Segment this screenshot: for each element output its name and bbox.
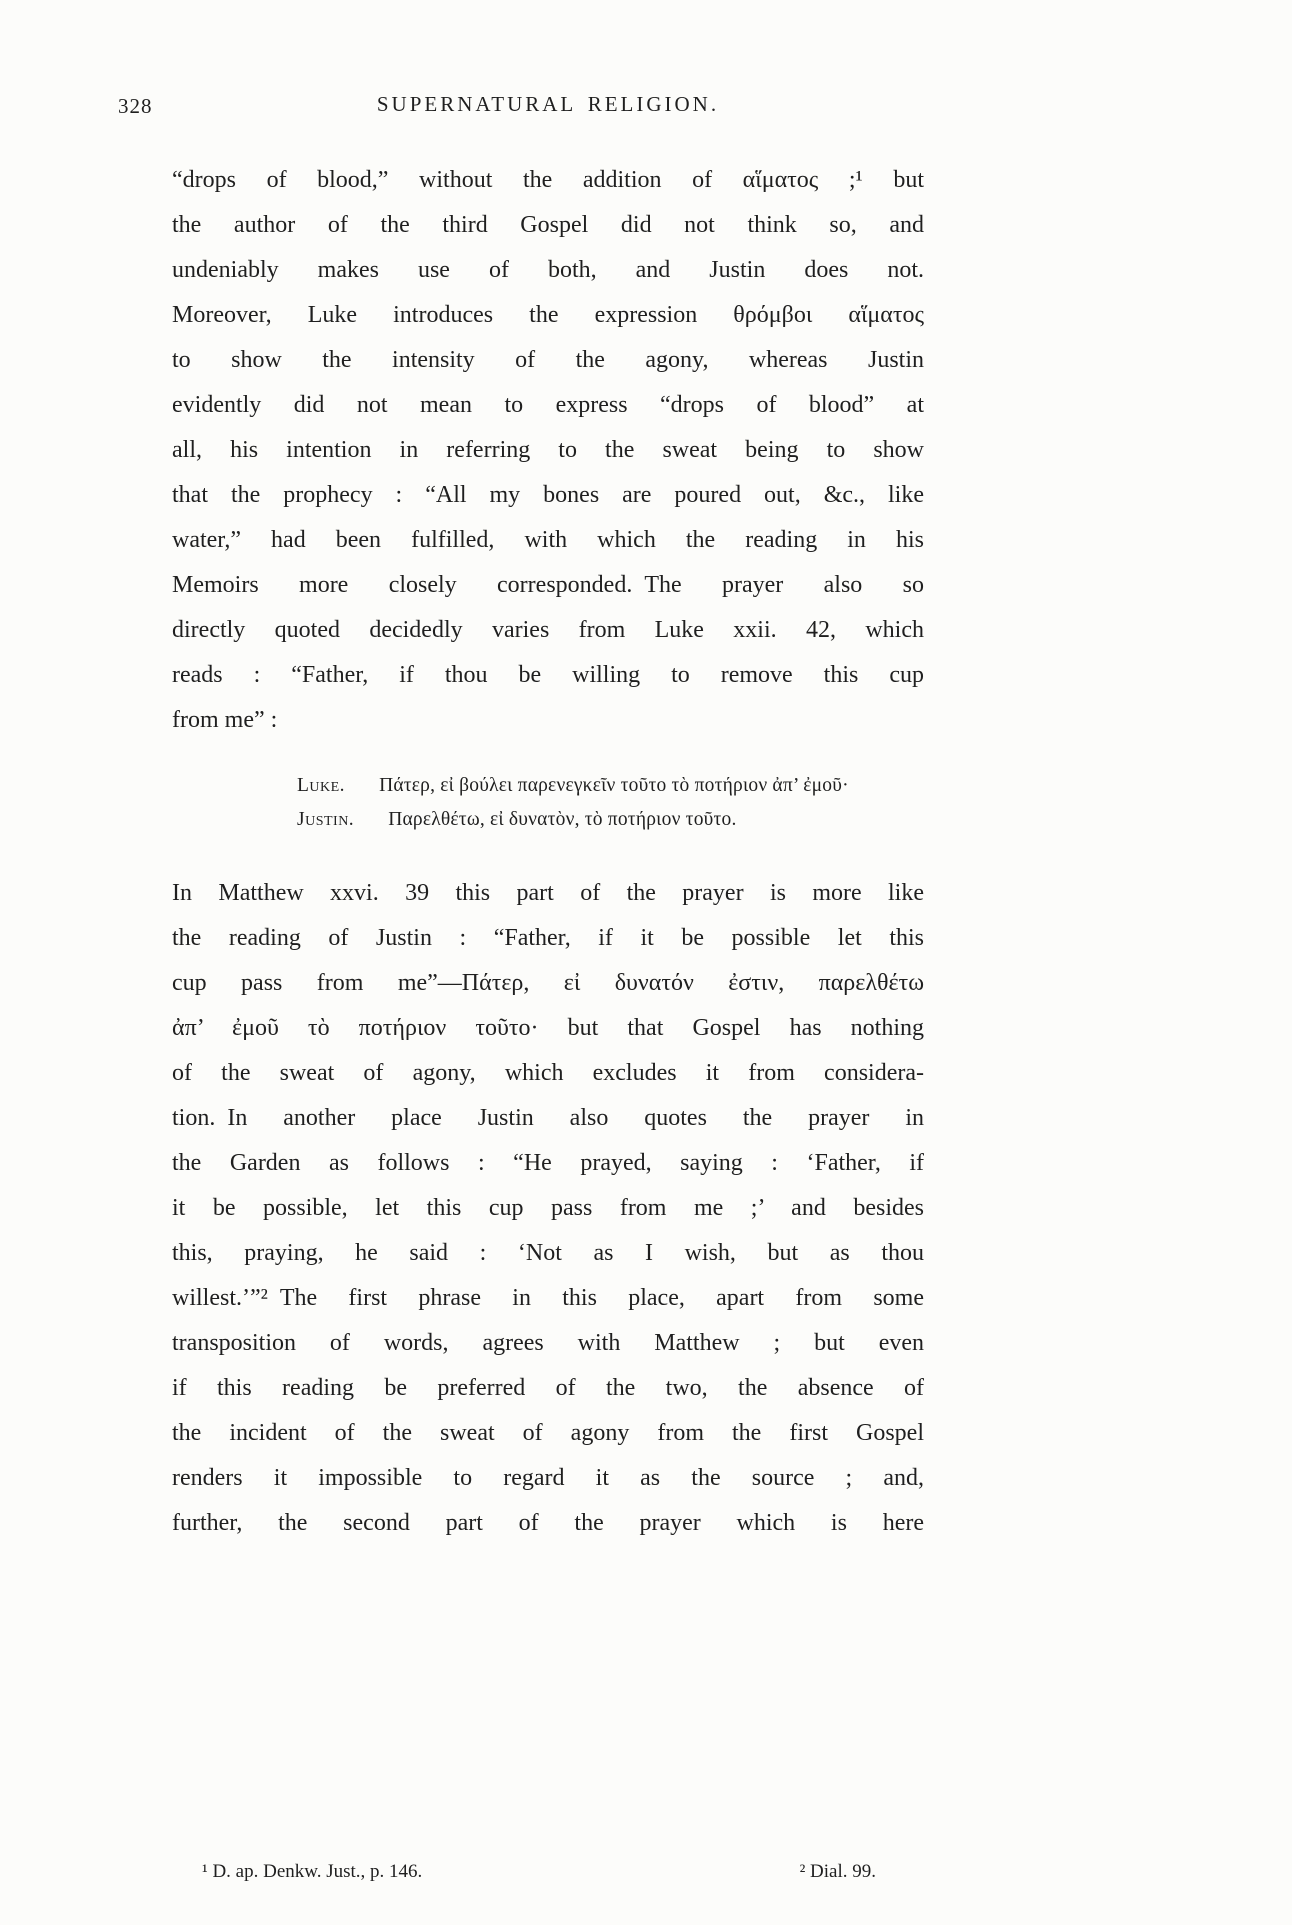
text-line: all, his intention in referring to the sweat being to show [172, 437, 924, 463]
text-line: undeniably makes use of both, and Justin does not. [172, 257, 924, 283]
text-line: that the prophecy : “All my bones are poured out, &c., like [172, 482, 924, 508]
footnote-1: ¹ D. ap. Denkw. Just., p. 146. [202, 1861, 423, 1882]
text-line: of the sweat of agony, which excludes it from considera- [172, 1060, 924, 1086]
page-number: 328 [118, 94, 153, 118]
quote-speaker-label: Justin. [297, 809, 355, 830]
text-line: the incident of the sweat of agony from the first Gospel [172, 1420, 924, 1446]
greek-quote-block [172, 769, 924, 837]
text-line: Memoirs more closely corresponded. The prayer also so [172, 572, 924, 598]
running-head [118, 92, 924, 122]
footnotes [172, 1861, 924, 1883]
quote-line [297, 769, 924, 803]
footnote-2: ² Dial. 99. [799, 1861, 876, 1882]
text-line: to show the intensity of the agony, whereas Justin [172, 347, 924, 373]
quote-greek-text: Πάτερ, εἰ βούλει παρενεγκεῖν τοῦτο τὸ ποτήριον ἀπ’ ἐμοῦ· [379, 775, 849, 796]
body-paragraph-1 [172, 158, 924, 743]
text-line: renders it impossible to regard it as the source ; and, [172, 1465, 924, 1491]
text-line: further, the second part of the prayer which is here [172, 1510, 924, 1536]
quote-greek-text: Παρελθέτω, εἰ δυνατὸν, τὸ ποτήριον τοῦτο. [388, 809, 737, 830]
text-line: this, praying, he said : ‘Not as I wish, but as thou [172, 1240, 924, 1266]
text-line: directly quoted decidedly varies from Luke xxii. 42, which [172, 617, 924, 643]
running-title: SUPERNATURAL RELIGION. [376, 92, 720, 116]
text-line: from me” : [172, 707, 278, 733]
text-line: the Garden as follows : “He prayed, saying : ‘Father, if [172, 1150, 924, 1176]
text-line: In Matthew xxvi. 39 this part of the prayer is more like [172, 880, 924, 906]
text-line: evidently did not mean to express “drops of blood” at [172, 392, 924, 418]
text-line: reads : “Father, if thou be willing to remove this cup [172, 662, 924, 688]
text-line: the reading of Justin : “Father, if it be possible let this [172, 925, 924, 951]
text-line: tion. In another place Justin also quotes the prayer in [172, 1105, 924, 1131]
body-paragraph-2 [172, 871, 924, 1546]
text-line: cup pass from me”—Πάτερ, εἰ δυνατόν ἐστιν, παρελθέτω [172, 970, 924, 996]
quote-speaker-label: Luke. [297, 775, 346, 796]
text-line: “drops of blood,” without the addition of αἵματος ;¹ but [172, 167, 924, 193]
text-line: water,” had been fulfilled, with which the reading in his [172, 527, 924, 553]
text-line: Moreover, Luke introduces the expression θρόμβοι αἵματος [172, 302, 924, 328]
text-line: it be possible, let this cup pass from me ;’ and besides [172, 1195, 924, 1221]
text-block [118, 0, 924, 1546]
quote-line [297, 803, 924, 837]
text-line: transposition of words, agrees with Matthew ; but even [172, 1330, 924, 1356]
text-line: willest.’”² The first phrase in this place, apart from some [172, 1285, 924, 1311]
text-line: the author of the third Gospel did not think so, and [172, 212, 924, 238]
text-line: if this reading be preferred of the two, the absence of [172, 1375, 924, 1401]
text-line: ἀπ’ ἐμοῦ τὸ ποτήριον τοῦτο· but that Gospel has nothing [172, 1015, 924, 1041]
